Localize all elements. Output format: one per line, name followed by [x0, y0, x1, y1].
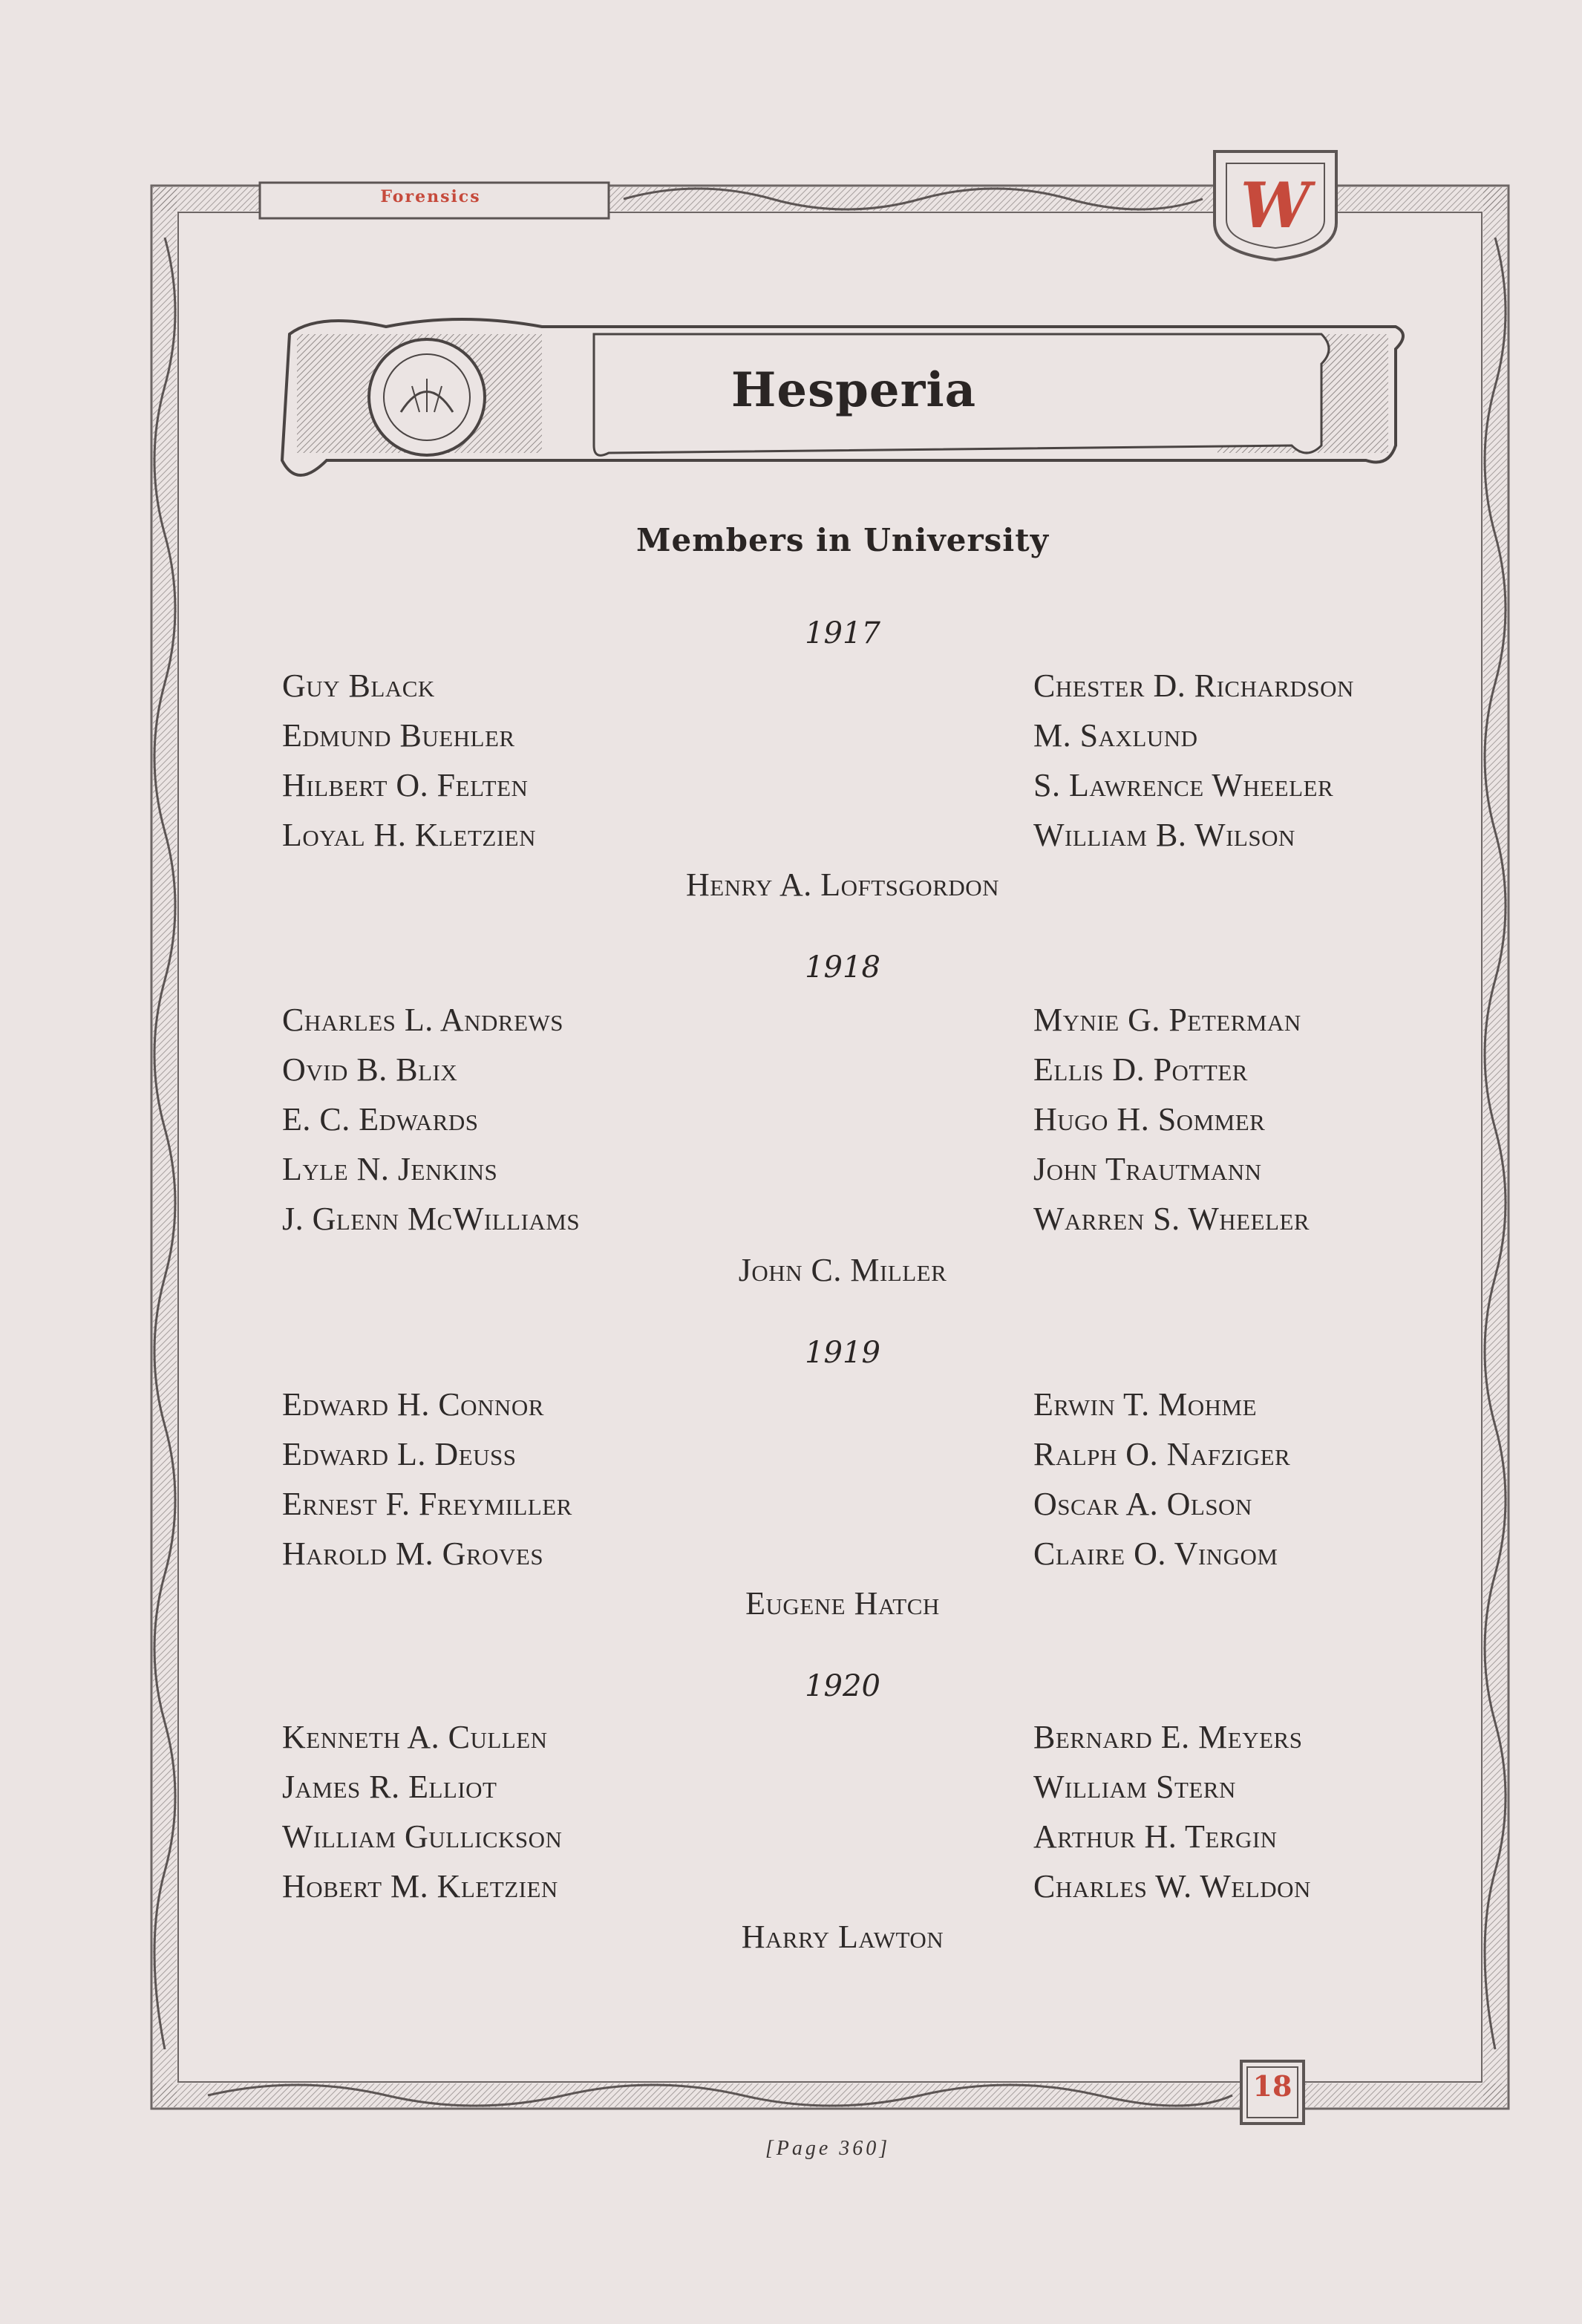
- member-name: Harold M. Groves: [282, 1535, 544, 1572]
- year-heading-1918: 1918: [805, 950, 880, 985]
- page-footer: [Page 360]: [765, 2137, 891, 2160]
- section-label: Forensics: [380, 187, 481, 206]
- member-name: Ralph O. Nafziger: [1033, 1436, 1291, 1472]
- member-name: E. C. Edwards: [282, 1101, 479, 1137]
- monogram-icon: W: [1240, 169, 1311, 242]
- page-number-badge: 18: [1252, 2069, 1292, 2103]
- member-name: Chester D. Richardson: [1033, 668, 1354, 704]
- page-title: Hesperia: [730, 362, 977, 418]
- member-name: Edward L. Deuss: [282, 1436, 517, 1472]
- member-name: Edward H. Connor: [282, 1386, 544, 1423]
- member-name: James R. Elliot: [282, 1769, 497, 1805]
- member-name: William Stern: [1033, 1769, 1236, 1805]
- member-name: Lyle N. Jenkins: [282, 1151, 498, 1187]
- member-name: Hugo H. Sommer: [1033, 1101, 1266, 1137]
- member-name-center: Eugene Hatch: [745, 1585, 940, 1622]
- member-name: Bernard E. Meyers: [1033, 1719, 1303, 1755]
- member-name: Arthur H. Tergin: [1033, 1818, 1278, 1855]
- year-heading-1917: 1917: [805, 616, 880, 650]
- member-name: Hobert M. Kletzien: [282, 1868, 558, 1904]
- member-name: Ovid B. Blix: [282, 1051, 458, 1088]
- member-name: William B. Wilson: [1033, 817, 1295, 853]
- member-name: Oscar A. Olson: [1033, 1486, 1252, 1522]
- member-name: John Trautmann: [1033, 1151, 1262, 1187]
- member-name: Claire O. Vingom: [1033, 1535, 1278, 1572]
- year-heading-1919: 1919: [805, 1336, 880, 1370]
- member-name: Warren S. Wheeler: [1033, 1201, 1310, 1237]
- member-name: Loyal H. Kletzien: [282, 817, 536, 853]
- member-name: William Gullickson: [282, 1818, 563, 1855]
- member-name: Ernest F. Freymiller: [282, 1486, 572, 1522]
- member-name: Erwin T. Mohme: [1033, 1386, 1258, 1423]
- member-name: Guy Black: [282, 668, 435, 704]
- member-name: Charles L. Andrews: [282, 1002, 564, 1038]
- member-name: Hilbert O. Felten: [282, 767, 529, 803]
- member-name: S. Lawrence Wheeler: [1033, 767, 1334, 803]
- member-name: Kenneth A. Cullen: [282, 1719, 548, 1755]
- member-name-center: John C. Miller: [738, 1252, 947, 1288]
- member-name-center: Henry A. Loftsgordon: [685, 866, 1000, 903]
- member-name: Charles W. Weldon: [1033, 1868, 1311, 1904]
- page-subtitle: Members in University: [635, 522, 1050, 558]
- member-name-center: Harry Lawton: [741, 1919, 944, 1955]
- member-name: Mynie G. Peterman: [1033, 1002, 1301, 1038]
- member-name: M. Saxlund: [1033, 717, 1198, 754]
- member-name: J. Glenn McWilliams: [282, 1201, 581, 1237]
- member-name: Ellis D. Potter: [1033, 1051, 1248, 1088]
- year-heading-1920: 1920: [805, 1669, 880, 1703]
- member-name: Edmund Buehler: [282, 717, 515, 754]
